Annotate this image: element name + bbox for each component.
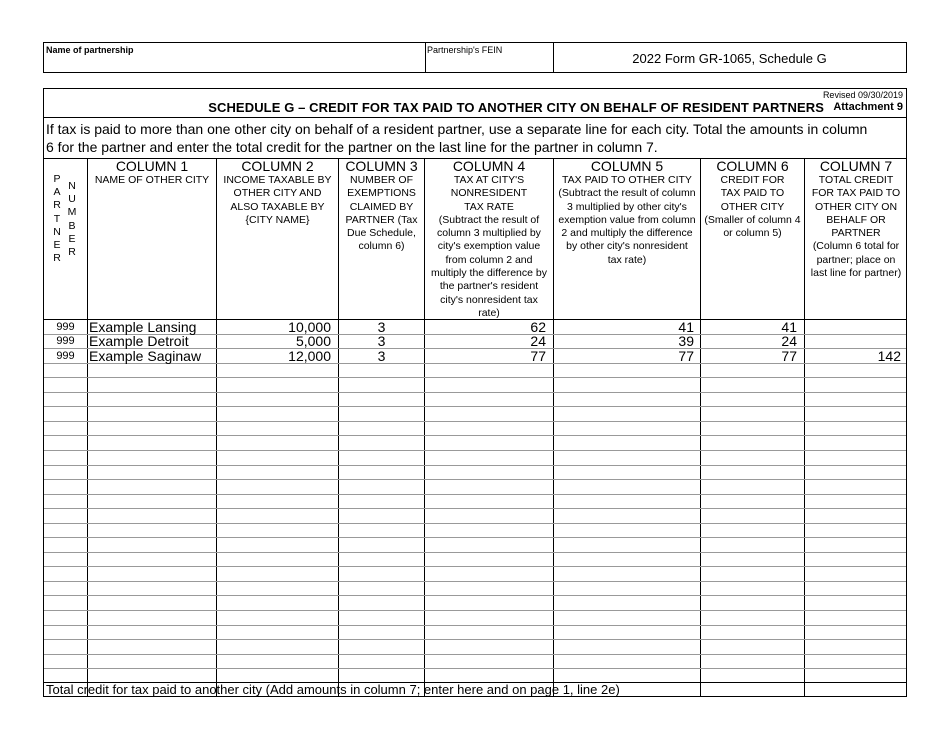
table-cell-c5[interactable]: 39 — [678, 333, 694, 350]
column-description-line: BEHALF OR — [826, 213, 886, 226]
column-description-line: OTHER CITY — [720, 200, 785, 213]
column-description-line: partner; place on — [816, 253, 896, 266]
column-description-line: TAX RATE — [464, 200, 514, 213]
column-description-line: TAX AT CITY'S — [453, 174, 525, 186]
column-description-line: TOTAL CREDIT — [818, 174, 894, 186]
grid-line — [44, 668, 906, 669]
grid-line — [44, 537, 906, 538]
attachment-number: Attachment 9 — [833, 101, 903, 113]
partnership-fein-label: Partnership's FEIN — [427, 45, 503, 55]
column-5-header — [554, 159, 700, 267]
form-id: 2022 Form GR-1065, Schedule G — [632, 51, 827, 66]
partnership-fein-field[interactable] — [425, 43, 554, 72]
table-cell-c5[interactable]: 41 — [678, 318, 694, 335]
column-description-line: column 6) — [358, 240, 405, 253]
column-description-line: 3 multiplied by other city's — [567, 200, 687, 213]
column-description-line: from column 2 and — [445, 253, 533, 266]
column-description-line: OTHER CITY ON — [814, 200, 898, 213]
column-description-line: OTHER CITY AND — [233, 187, 322, 200]
partner-number-header — [51, 173, 63, 265]
column-description-line: PARTNER (Tax — [345, 213, 418, 226]
table-cell-c2[interactable]: 12,000 — [288, 347, 331, 364]
column-4-header — [425, 159, 553, 320]
table-cell-c4[interactable]: 24 — [530, 333, 546, 350]
column-6-title: COLUMN 6 — [716, 158, 789, 174]
grid-line — [44, 494, 906, 495]
column-description-line: Due Schedule, — [347, 227, 416, 240]
column-description-line: (Smaller of column 4 — [704, 213, 801, 226]
column-1-description — [88, 174, 216, 187]
column-description-line: {CITY NAME} — [245, 213, 310, 226]
grid-line — [44, 625, 906, 626]
column-description-line: NONRESIDENT — [450, 187, 528, 200]
column-description-line: FOR TAX PAID TO — [811, 187, 901, 200]
column-description-line: TAX PAID TO OTHER CITY — [562, 174, 692, 186]
column-2-title: COLUMN 2 — [241, 158, 314, 174]
column-description-line: (Subtract the result of column — [558, 187, 696, 200]
column-description-line: NUMBER OF — [350, 174, 413, 186]
header-letter: R — [53, 252, 61, 265]
header-letter: N — [53, 225, 61, 238]
table-cell-c4[interactable]: 62 — [530, 318, 546, 335]
column-description-line: (Subtract the result of — [438, 213, 540, 226]
column-3-description — [339, 174, 424, 254]
header-letter: B — [68, 219, 76, 232]
table-cell-partner[interactable]: 999 — [56, 335, 75, 348]
table-cell-c2[interactable]: 10,000 — [288, 318, 331, 335]
table-cell-c5[interactable]: 77 — [678, 347, 694, 364]
column-description-line: CLAIMED BY — [349, 200, 414, 213]
column-description-line: tax rate) — [607, 253, 647, 266]
column-description-line: INCOME TAXABLE BY — [223, 174, 332, 186]
schedule-title: SCHEDULE G – CREDIT FOR TAX PAID TO ANOTHER CITY ON BEHALF OF RESIDENT PARTNERS — [208, 100, 824, 115]
header-letter: R — [53, 199, 61, 212]
column-description-line: the partner's resident — [439, 280, 539, 293]
column-6-description — [701, 174, 804, 240]
column-description-line: rate) — [478, 306, 500, 319]
table-cell-city[interactable]: Example Lansing — [89, 318, 197, 335]
table-cell-c3[interactable]: 3 — [377, 318, 386, 335]
column-4-title: COLUMN 4 — [452, 159, 526, 174]
column-4-description — [425, 174, 553, 320]
column-description-line: multiply the difference by — [431, 267, 547, 280]
grid-line — [44, 508, 906, 509]
grid-line — [44, 377, 906, 378]
partnership-name-label: Name of partnership — [46, 45, 134, 55]
column-1-header — [88, 159, 216, 187]
column-description-line: by other city's nonresident — [566, 240, 688, 253]
grid-line — [44, 639, 906, 640]
table-cell-c4[interactable]: 77 — [530, 347, 546, 364]
grid-line — [44, 406, 906, 407]
revised-date: Revised 09/30/2019 — [822, 90, 903, 100]
title-rule — [44, 117, 906, 118]
table-cell-city[interactable]: Example Detroit — [89, 333, 189, 350]
table-cell-c7[interactable]: 142 — [877, 347, 901, 364]
grid-line — [44, 479, 906, 480]
header-letter: R — [68, 246, 76, 259]
grid-line — [44, 435, 906, 436]
header-letter: P — [53, 173, 61, 185]
column-description-line: or column 5) — [723, 227, 782, 240]
header-box — [43, 42, 907, 73]
column-7-title: COLUMN 7 — [819, 158, 893, 174]
table-cell-c2[interactable]: 5,000 — [295, 333, 331, 350]
grid-line — [44, 465, 906, 466]
column-description-line: 2 and multiply the difference — [561, 227, 693, 240]
column-2-description — [217, 174, 338, 227]
partnership-name-field[interactable] — [44, 43, 426, 72]
col-divider — [216, 159, 217, 697]
header-letter: E — [53, 239, 61, 252]
column-7-header — [805, 159, 907, 280]
grid-line — [44, 654, 906, 655]
grid-line — [44, 523, 906, 524]
table-cell-c6[interactable]: 41 — [781, 318, 797, 335]
column-description-line: last line for partner) — [810, 267, 902, 280]
header-letter: T — [53, 212, 61, 225]
total-credit-field[interactable] — [804, 682, 906, 697]
table-cell-partner[interactable]: 999 — [56, 349, 75, 362]
grid-line — [44, 392, 906, 393]
grid-line — [44, 581, 906, 582]
schedule-frame — [43, 88, 907, 697]
table-cell-c3[interactable]: 3 — [377, 333, 386, 350]
form-id-cell — [553, 43, 906, 72]
grid-line — [44, 610, 906, 611]
column-5-description — [554, 174, 700, 267]
grid-line — [44, 450, 906, 451]
grid-line — [44, 595, 906, 596]
header-letter: U — [68, 193, 76, 206]
header-letter: A — [53, 186, 61, 199]
column-description-line: NAME OF OTHER CITY — [94, 174, 210, 186]
column-3-header — [339, 159, 424, 254]
column-description-line: CREDIT FOR — [720, 174, 785, 186]
instructions-line-1: If tax is paid to more than one other city on behalf of a resident partner, use a separate line for each city. Total the amounts in column — [46, 121, 868, 137]
header-letter: E — [68, 232, 76, 245]
table-cell-c6[interactable]: 24 — [781, 333, 797, 350]
column-description-line: (Column 6 total for — [812, 240, 900, 253]
column-1-title: COLUMN 1 — [115, 158, 189, 174]
grid-line — [44, 552, 906, 553]
column-7-description — [805, 174, 907, 280]
instructions-line-2: 6 for the partner and enter the total credit for the partner on the last line for the partner in column 7. — [46, 138, 658, 155]
grid-line — [44, 421, 906, 422]
table-cell-c6[interactable]: 77 — [781, 347, 797, 364]
column-description-line: TAX PAID TO — [720, 187, 785, 200]
column-description-line: column 3 multiplied by — [437, 227, 541, 240]
column-description-line: PARTNER — [831, 227, 881, 240]
header-letter: M — [67, 206, 77, 219]
column-description-line: city's exemption value — [437, 240, 541, 253]
column-description-line: exemption value from column — [558, 213, 696, 226]
instructions — [46, 121, 906, 156]
column-3-title: COLUMN 3 — [345, 158, 418, 174]
header-letter: N — [68, 180, 76, 192]
column-6-header — [701, 159, 804, 240]
column-description-line: EXEMPTIONS — [347, 187, 416, 200]
table-cell-partner[interactable]: 999 — [56, 320, 75, 333]
column-2-header — [217, 159, 338, 227]
column-description-line: ALSO TAXABLE BY — [230, 200, 325, 213]
column-5-title: COLUMN 5 — [590, 158, 664, 174]
number-header — [66, 180, 78, 259]
column-description-line: city's nonresident tax — [440, 293, 538, 306]
table-cell-city[interactable]: Example Saginaw — [89, 347, 202, 364]
col-divider — [87, 159, 88, 697]
table-cell-c3[interactable]: 3 — [377, 347, 386, 364]
grid-line — [44, 566, 906, 567]
total-credit-label: Total credit for tax paid to another city (Add amounts in column 7; enter here and on page 1, line 2e) — [46, 682, 620, 697]
